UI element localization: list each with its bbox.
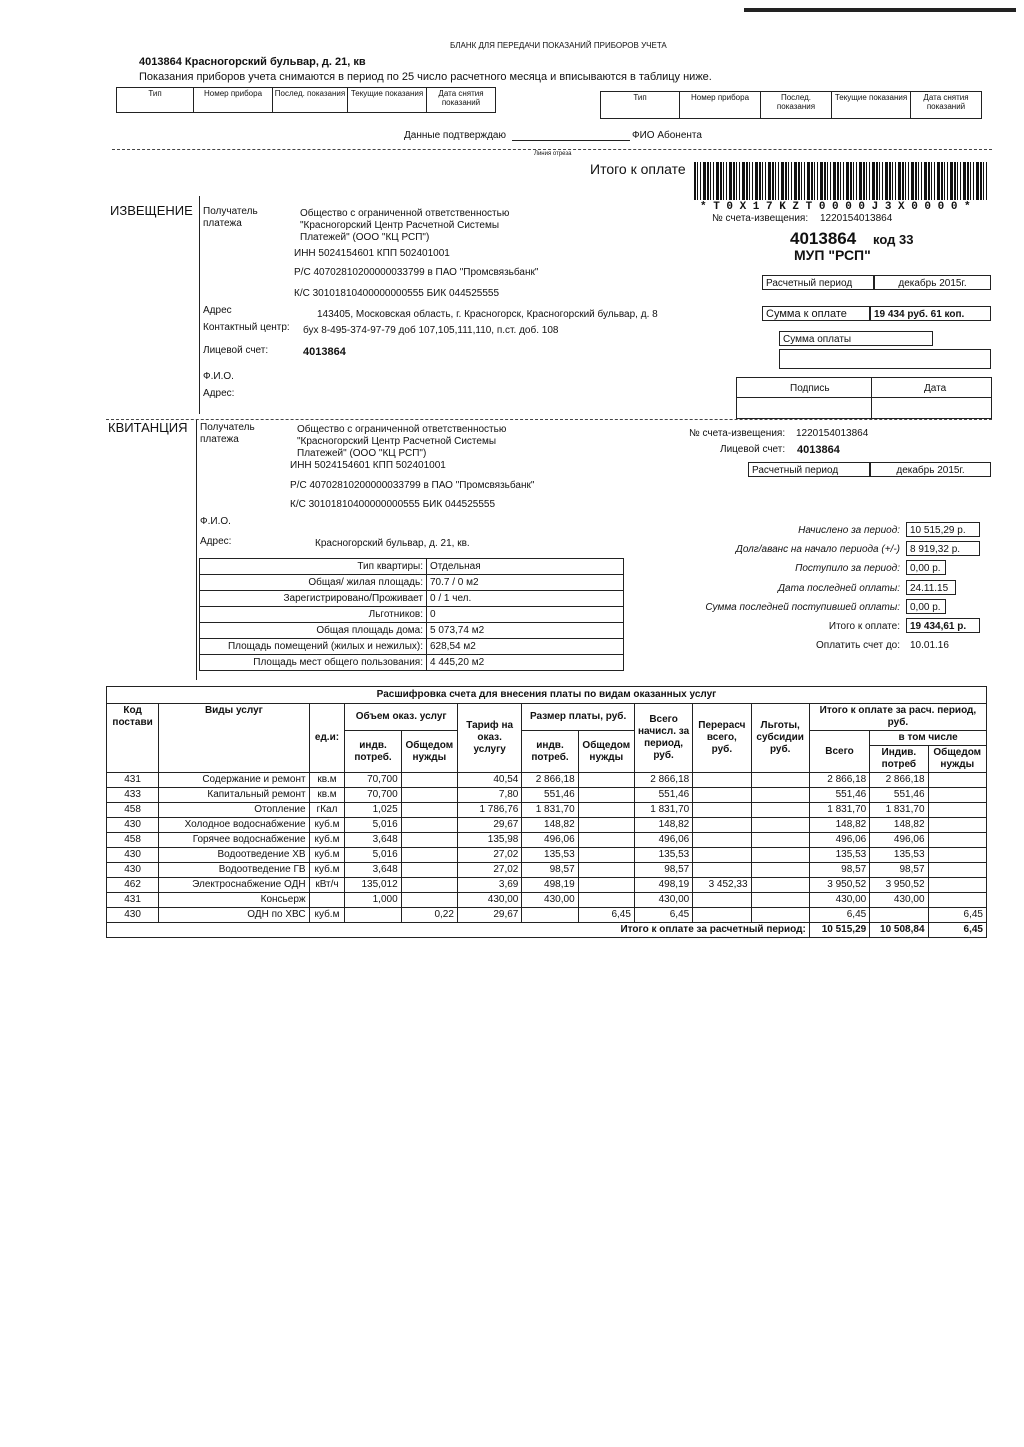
meter-col-last: Послед. показания — [761, 92, 832, 119]
service-cell-total: 2 866,18 — [634, 773, 692, 788]
service-cell-payc — [928, 773, 986, 788]
pay-by-label: Оплатить счет до: — [816, 640, 900, 651]
apartment-value: 70.7 / 0 м2 — [427, 575, 624, 591]
apartment-value: 0 / 1 чел. — [427, 591, 624, 607]
period-label: Расчетный период — [762, 275, 874, 290]
sign-date-divider — [871, 377, 872, 419]
receipt-section-label: КВИТАНЦИЯ — [108, 420, 188, 435]
summary-value: 24.11.15 — [906, 580, 956, 595]
apartment-label: Площадь помещений (жилых и нежилых): — [200, 639, 427, 655]
col-pay-total: Всего — [809, 731, 869, 773]
service-cell-amt: 148,82 — [522, 818, 578, 833]
service-cell-payc — [928, 863, 986, 878]
service-cell-recalc — [693, 893, 751, 908]
meter-col-current: Текущие показания — [348, 88, 427, 113]
pay-by-value: 10.01.16 — [910, 640, 949, 651]
col-unit: ед.и: — [309, 704, 345, 773]
service-cell-unit: кв.м — [309, 773, 345, 788]
service-cell-volc — [401, 818, 457, 833]
invoice-number: 1220154013864 — [820, 213, 893, 224]
service-cell-total: 496,06 — [634, 833, 692, 848]
service-cell-recalc — [693, 833, 751, 848]
service-cell-name: Горячее водоснабжение — [159, 833, 309, 848]
service-cell-payi: 1 831,70 — [870, 803, 928, 818]
service-cell-unit: куб.м — [309, 848, 345, 863]
service-cell-tariff: 3,69 — [457, 878, 521, 893]
service-cell-benefit — [751, 803, 809, 818]
service-cell-tariff: 135,98 — [457, 833, 521, 848]
apartment-value: 628,54 м2 — [427, 639, 624, 655]
contact-label: Контактный центр: — [203, 322, 290, 333]
service-cell-amt: 551,46 — [522, 788, 578, 803]
receipt-addr-label: Адрес: — [200, 536, 232, 547]
service-cell-pay: 496,06 — [809, 833, 869, 848]
service-cell-amt: 498,19 — [522, 878, 578, 893]
col-tariff: Тариф на оказ. услугу — [457, 704, 521, 773]
service-cell-amtc — [578, 773, 634, 788]
service-cell-total: 148,82 — [634, 818, 692, 833]
sum-value: 19 434 руб. 61 коп. — [870, 306, 991, 321]
service-cell-vol: 135,012 — [345, 878, 401, 893]
col-pay-ind: Индив. потреб — [870, 746, 928, 773]
service-cell-amt: 98,57 — [522, 863, 578, 878]
summary-label: Итого к оплате: — [828, 621, 900, 632]
apartment-value: 0 — [427, 607, 624, 623]
service-cell-amtc — [578, 788, 634, 803]
meter-col-last: Послед. показания — [273, 88, 348, 113]
service-cell-pay: 430,00 — [809, 893, 869, 908]
contact-phone: бух 8-495-374-97-79 доб 107,105,111,110, п.ст. доб. 108 — [303, 325, 559, 336]
service-row — [107, 893, 987, 908]
code-label: код 33 — [873, 232, 914, 247]
service-cell-payi — [870, 908, 928, 923]
ls-value: 4013864 — [303, 346, 346, 358]
sign-label: Подпись — [790, 383, 830, 394]
service-cell-payc — [928, 803, 986, 818]
service-cell-code: 433 — [107, 788, 159, 803]
service-cell-payc — [928, 878, 986, 893]
service-cell-benefit — [751, 833, 809, 848]
service-cell-total: 6,45 — [634, 908, 692, 923]
confirm-label: Данные подтверждаю — [404, 130, 506, 141]
service-cell-amtc — [578, 818, 634, 833]
apartment-label: Общая/ жилая площадь: — [200, 575, 427, 591]
service-cell-total: 135,53 — [634, 848, 692, 863]
service-cell-volc — [401, 878, 457, 893]
apartment-row — [200, 639, 624, 655]
recipient-name: Общество с ограниченной ответственностью "Красногорский Центр Расчетной Системы Платежей" (ООО "КЦ РСП") — [300, 208, 510, 243]
meter-col-date: Дата снятия показаний — [911, 92, 982, 119]
summary-label: Поступило за период: — [795, 563, 900, 574]
confirm-line — [512, 140, 630, 141]
apartment-label: Льготников: — [200, 607, 427, 623]
receipt-period-value: декабрь 2015г. — [870, 462, 991, 477]
service-cell-name: Водоотведение ГВ — [159, 863, 309, 878]
service-cell-code: 430 — [107, 818, 159, 833]
col-to-pay: Итого к оплате за расч. период, руб. — [809, 704, 986, 731]
service-cell-code: 430 — [107, 863, 159, 878]
barcode-text: * T 0 X 1 7 K Z T 0 0 0 0 J 3 X 0 0 0 0 * — [700, 201, 971, 213]
receipt-recipient-label: Получатель платежа — [200, 422, 255, 445]
sum-label: Сумма к оплате — [762, 306, 870, 321]
service-cell-benefit — [751, 773, 809, 788]
summary-label: Начислено за период: — [798, 525, 900, 536]
service-row — [107, 833, 987, 848]
service-cell-code: 458 — [107, 803, 159, 818]
service-cell-pay: 551,46 — [809, 788, 869, 803]
service-cell-total: 98,57 — [634, 863, 692, 878]
payment-barcode — [694, 162, 989, 200]
col-amount: Размер платы, руб. — [522, 704, 635, 731]
col-incl: в том числе — [870, 731, 987, 746]
service-cell-pay: 98,57 — [809, 863, 869, 878]
receipt-invoice-label: № счета-извещения: — [689, 428, 786, 439]
service-cell-volc — [401, 863, 457, 878]
service-cell-tariff: 7,80 — [457, 788, 521, 803]
service-cell-payc — [928, 848, 986, 863]
col-pay-common: Общедом нужды — [928, 746, 986, 773]
service-cell-vol: 70,700 — [345, 788, 401, 803]
meter-col-type: Тип — [117, 88, 194, 113]
address-label: Адрес — [203, 305, 232, 316]
service-cell-code: 430 — [107, 908, 159, 923]
apartment-row — [200, 591, 624, 607]
service-cell-payc: 6,45 — [928, 908, 986, 923]
service-cell-total: 498,19 — [634, 878, 692, 893]
service-cell-name: Водоотведение ХВ — [159, 848, 309, 863]
service-cell-tariff: 430,00 — [457, 893, 521, 908]
service-cell-benefit — [751, 818, 809, 833]
ks-account: К/С 30101810400000000555 БИК 044525555 — [294, 288, 500, 299]
apartment-row — [200, 623, 624, 639]
service-cell-tariff: 29,67 — [457, 818, 521, 833]
service-cell-volc — [401, 833, 457, 848]
service-cell-pay: 148,82 — [809, 818, 869, 833]
service-cell-total: 430,00 — [634, 893, 692, 908]
receipt-rs: Р/С 40702810200000033799 в ПАО "Промсвязьбанк" — [290, 480, 535, 491]
service-cell-unit: куб.м — [309, 863, 345, 878]
col-code: Код постави — [107, 704, 159, 773]
account-code: 4013864 — [790, 229, 857, 248]
service-cell-payc — [928, 893, 986, 908]
service-cell-payc — [928, 818, 986, 833]
meter-table-left — [116, 87, 496, 113]
service-cell-vol: 3,648 — [345, 833, 401, 848]
service-cell-unit: кВт/ч — [309, 878, 345, 893]
footer-total: 10 515,29 — [809, 923, 869, 938]
service-cell-pay: 1 831,70 — [809, 803, 869, 818]
service-cell-vol: 1,000 — [345, 893, 401, 908]
service-row — [107, 803, 987, 818]
service-cell-amtc — [578, 848, 634, 863]
service-row — [107, 878, 987, 893]
service-cell-vol: 1,025 — [345, 803, 401, 818]
recipient-label: Получатель платежа — [203, 206, 258, 229]
receipt-recipient-name: Общество с ограниченной ответственностью "Красногорский Центр Расчетной Системы Платежей" (ООО "КЦ РСП") — [297, 424, 507, 459]
service-cell-tariff: 27,02 — [457, 863, 521, 878]
receipt-fio-label: Ф.И.О. — [200, 516, 231, 527]
instruction-text: Показания приборов учета снимаются в период по 25 число расчетного месяца и вписываются в таблицу ниже. — [139, 71, 712, 83]
meter-col-current: Текущие показания — [832, 92, 911, 119]
service-cell-amt: 496,06 — [522, 833, 578, 848]
service-cell-code: 458 — [107, 833, 159, 848]
apartment-label: Площадь мест общего пользования: — [200, 655, 427, 671]
service-cell-code: 431 — [107, 773, 159, 788]
service-cell-amt: 135,53 — [522, 848, 578, 863]
service-cell-payc — [928, 788, 986, 803]
service-cell-pay: 135,53 — [809, 848, 869, 863]
service-cell-name: Консьерж — [159, 893, 309, 908]
apartment-row — [200, 607, 624, 623]
cut-line-label: Линия отреза — [534, 151, 572, 157]
top-edge-bar — [744, 8, 1016, 12]
meter-col-number: Номер прибора — [194, 88, 273, 113]
meter-col-type: Тип — [601, 92, 680, 119]
receipt-addr-value: Красногорский бульвар, д. 21, кв. — [315, 538, 470, 549]
service-cell-total: 1 831,70 — [634, 803, 692, 818]
service-cell-amtc — [578, 833, 634, 848]
service-cell-benefit — [751, 848, 809, 863]
service-cell-name: ОДН по ХВС — [159, 908, 309, 923]
invoice-label: № счета-извещения: — [712, 213, 809, 224]
receipt-ls-label: Лицевой счет: — [720, 444, 786, 455]
service-cell-amtc — [578, 893, 634, 908]
apartment-label: Общая площадь дома: — [200, 623, 427, 639]
service-cell-unit: куб.м — [309, 818, 345, 833]
service-cell-recalc — [693, 803, 751, 818]
service-row — [107, 773, 987, 788]
service-cell-benefit — [751, 908, 809, 923]
service-cell-amt: 1 831,70 — [522, 803, 578, 818]
receipt-ks: К/С 30101810400000000555 БИК 044525555 — [290, 499, 496, 510]
service-cell-amtc: 6,45 — [578, 908, 634, 923]
service-cell-payi: 496,06 — [870, 833, 928, 848]
summary-label: Сумма последней поступившей оплаты: — [705, 602, 900, 613]
receipt-divider — [196, 420, 197, 680]
summary-value: 0,00 р. — [906, 599, 946, 614]
service-cell-volc: 0,22 — [401, 908, 457, 923]
section-separator — [106, 419, 992, 420]
service-cell-amtc — [578, 803, 634, 818]
service-cell-name: Отопление — [159, 803, 309, 818]
apartment-label: Тип квартиры: — [200, 559, 427, 575]
service-row — [107, 863, 987, 878]
service-cell-tariff: 27,02 — [457, 848, 521, 863]
service-cell-benefit — [751, 863, 809, 878]
pay-sum-label: Сумма оплаты — [779, 331, 933, 346]
receipt-inn-kpp: ИНН 5024154601 КПП 502401001 — [290, 460, 446, 471]
service-cell-benefit — [751, 878, 809, 893]
apartment-value: Отдельная — [427, 559, 624, 575]
service-cell-pay: 6,45 — [809, 908, 869, 923]
apartment-info-table — [199, 558, 624, 671]
service-cell-pay: 2 866,18 — [809, 773, 869, 788]
service-cell-tariff: 29,67 — [457, 908, 521, 923]
services-title: Расшифровка счета для внесения платы по видам оказанных услуг — [107, 687, 987, 704]
service-cell-unit: куб.м — [309, 908, 345, 923]
summary-label: Дата последней оплаты: — [778, 583, 900, 594]
service-cell-pay: 3 950,52 — [809, 878, 869, 893]
sign-date-row-line — [736, 397, 992, 398]
period-value: декабрь 2015г. — [874, 275, 991, 290]
service-cell-recalc — [693, 773, 751, 788]
account-address: 4013864 Красногорский бульвар, д. 21, кв — [139, 56, 366, 68]
service-cell-name: Холодное водоснабжение — [159, 818, 309, 833]
col-amt-common: Общедом нужды — [578, 731, 634, 773]
summary-value: 8 919,32 р. — [906, 541, 980, 556]
service-cell-payi: 551,46 — [870, 788, 928, 803]
service-cell-total: 551,46 — [634, 788, 692, 803]
apartment-value: 4 445,20 м2 — [427, 655, 624, 671]
service-cell-code: 431 — [107, 893, 159, 908]
service-cell-name: Капитальный ремонт — [159, 788, 309, 803]
service-cell-volc — [401, 773, 457, 788]
service-cell-unit: кв.м — [309, 788, 345, 803]
summary-value: 19 434,61 р. — [906, 618, 980, 633]
service-cell-code: 462 — [107, 878, 159, 893]
sign-date-box — [736, 377, 992, 419]
col-amt-ind: индв. потреб. — [522, 731, 578, 773]
rs-account: Р/С 40702810200000033799 в ПАО "Промсвязьбанк" — [294, 267, 539, 278]
service-cell-benefit — [751, 893, 809, 908]
service-cell-vol: 5,016 — [345, 818, 401, 833]
service-cell-vol: 5,016 — [345, 848, 401, 863]
form-title: БЛАНК ДЛЯ ПЕРЕДАЧИ ПОКАЗАНИЙ ПРИБОРОВ УЧЕТА — [450, 41, 667, 50]
notice-total-label: Итого к оплате — [590, 161, 686, 177]
address2-label: Адрес: — [203, 388, 235, 399]
date-label: Дата — [924, 383, 947, 394]
col-vol-common: Общедом нужды — [401, 731, 457, 773]
service-cell-payi: 98,57 — [870, 863, 928, 878]
footer-common: 6,45 — [928, 923, 986, 938]
service-cell-name: Электроснабжение ОДН — [159, 878, 309, 893]
service-row — [107, 788, 987, 803]
receipt-invoice-no: 1220154013864 — [796, 428, 869, 439]
service-cell-unit — [309, 893, 345, 908]
col-recalc: Перерасч всего, руб. — [693, 704, 751, 773]
service-cell-tariff: 1 786,76 — [457, 803, 521, 818]
service-cell-name: Содержание и ремонт — [159, 773, 309, 788]
notice-section-label: ИЗВЕЩЕНИЕ — [110, 203, 193, 218]
receipt-period-label: Расчетный период — [748, 462, 870, 477]
service-cell-vol: 70,700 — [345, 773, 401, 788]
apartment-label: Зарегистрировано/Проживает — [200, 591, 427, 607]
service-cell-volc — [401, 848, 457, 863]
service-cell-payi: 3 950,52 — [870, 878, 928, 893]
notice-divider — [199, 196, 200, 414]
inn-kpp: ИНН 5024154601 КПП 502401001 — [294, 248, 450, 259]
meter-col-number: Номер прибора — [680, 92, 761, 119]
service-cell-payi: 430,00 — [870, 893, 928, 908]
service-cell-amt: 2 866,18 — [522, 773, 578, 788]
service-row — [107, 818, 987, 833]
summary-label: Долг/аванс на начало периода (+/-) — [735, 544, 900, 555]
service-row — [107, 908, 987, 923]
service-cell-recalc — [693, 788, 751, 803]
summary-value: 0,00 р. — [906, 560, 946, 575]
service-cell-code: 430 — [107, 848, 159, 863]
service-cell-payi: 2 866,18 — [870, 773, 928, 788]
service-cell-recalc — [693, 863, 751, 878]
apartment-row — [200, 559, 624, 575]
col-service: Виды услуг — [159, 704, 309, 773]
service-cell-recalc — [693, 818, 751, 833]
service-cell-volc — [401, 803, 457, 818]
footer-label: Итого к оплате за расчетный период: — [107, 923, 810, 938]
service-cell-amt — [522, 908, 578, 923]
meter-col-date: Дата снятия показаний — [427, 88, 496, 113]
service-cell-recalc — [693, 848, 751, 863]
service-cell-volc — [401, 893, 457, 908]
service-cell-vol: 3,648 — [345, 863, 401, 878]
apartment-value: 5 073,74 м2 — [427, 623, 624, 639]
service-cell-recalc — [693, 908, 751, 923]
footer-ind: 10 508,84 — [870, 923, 928, 938]
col-total: Всего начисл. за период, руб. — [634, 704, 692, 773]
fio-label: ФИО Абонента — [632, 130, 702, 141]
service-cell-vol — [345, 908, 401, 923]
service-cell-recalc: 3 452,33 — [693, 878, 751, 893]
service-cell-volc — [401, 788, 457, 803]
service-cell-amtc — [578, 863, 634, 878]
cut-line — [112, 149, 992, 150]
service-cell-unit: куб.м — [309, 833, 345, 848]
receipt-ls-value: 4013864 — [797, 444, 840, 456]
col-benefit: Льготы, субсидии руб. — [751, 704, 809, 773]
col-vol-ind: индв. потреб. — [345, 731, 401, 773]
service-cell-unit: гКал — [309, 803, 345, 818]
service-cell-benefit — [751, 788, 809, 803]
service-row — [107, 848, 987, 863]
service-cell-payi: 148,82 — [870, 818, 928, 833]
pay-sum-input[interactable] — [779, 349, 991, 369]
col-volume: Объем оказ. услуг — [345, 704, 458, 731]
meter-table-right — [600, 91, 982, 119]
summary-value: 10 515,29 р. — [906, 522, 980, 537]
org-short-name: МУП "РСП" — [794, 247, 871, 263]
service-cell-payc — [928, 833, 986, 848]
fio-label: Ф.И.О. — [203, 371, 234, 382]
service-cell-amtc — [578, 878, 634, 893]
org-address: 143405, Московская область, г. Красногорск, Красногорский бульвар, д. 8 — [317, 309, 658, 320]
service-cell-tariff: 40,54 — [457, 773, 521, 788]
services-table — [106, 686, 987, 938]
ls-label: Лицевой счет: — [203, 345, 269, 356]
apartment-row — [200, 655, 624, 671]
service-cell-amt: 430,00 — [522, 893, 578, 908]
apartment-row — [200, 575, 624, 591]
service-cell-payi: 135,53 — [870, 848, 928, 863]
